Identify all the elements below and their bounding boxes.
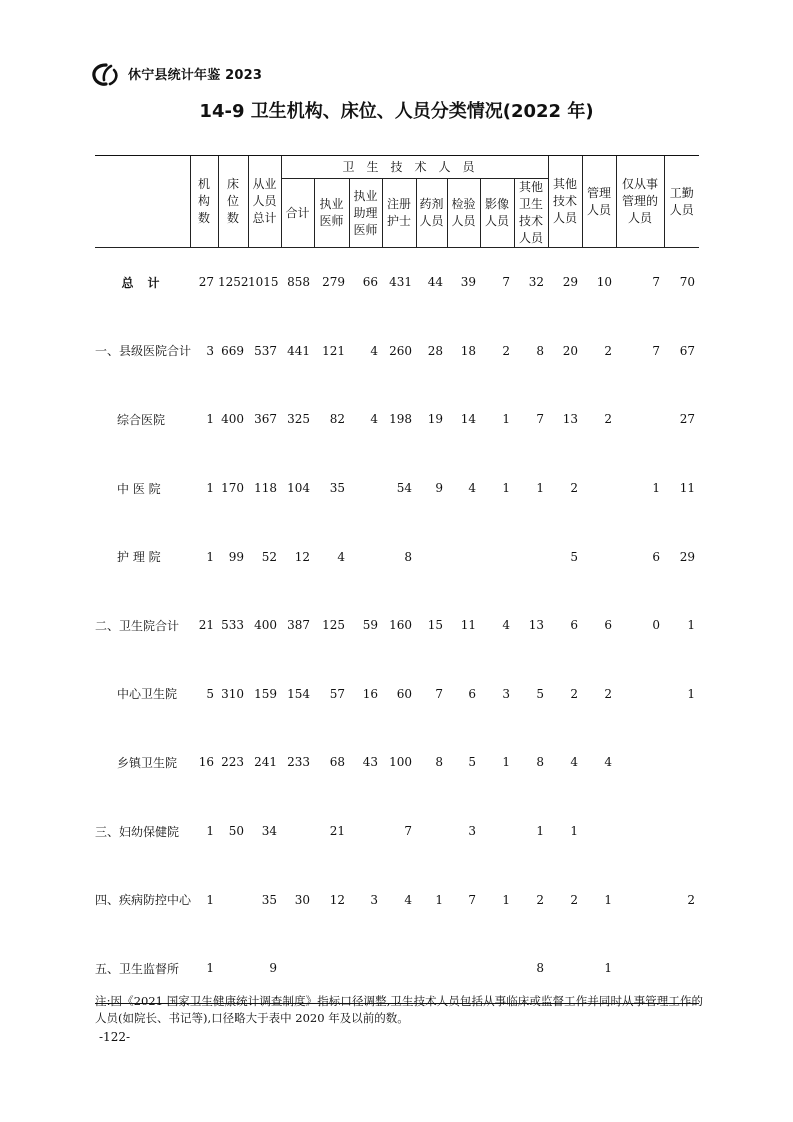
- cell-institutions: 1: [190, 934, 218, 1003]
- cell-other-health-tech: [514, 522, 548, 591]
- cell-physicians: 68: [329, 755, 345, 770]
- column-header-tech-total: [281, 179, 314, 248]
- cell-management-only: 7: [652, 275, 661, 290]
- cell-imaging-staff: 1: [502, 892, 510, 907]
- cell-imaging-staff: 4: [502, 618, 510, 633]
- cell-assistant-physicians: [349, 454, 382, 523]
- yearbook-title: 休宁县统计年鉴 2023: [128, 68, 263, 83]
- cell-beds: 669: [221, 343, 244, 358]
- cell-imaging-staff: 2: [502, 343, 510, 358]
- column-header-label-line: 其他: [519, 180, 544, 194]
- cell-other-health-tech: 2: [536, 892, 545, 907]
- column-header-label-line: 人员: [519, 231, 544, 245]
- column-header-label-line: 数: [226, 211, 239, 225]
- cell-imaging-staff: 1: [502, 412, 510, 427]
- cell-management: 10: [596, 275, 613, 290]
- cell-workers: 1: [687, 618, 696, 633]
- cell-assistant-physicians: 3: [370, 892, 378, 907]
- cell-lab-staff: 4: [468, 481, 476, 496]
- cell-other-health-tech: 8: [536, 343, 545, 358]
- cell-physicians: 125: [322, 618, 345, 633]
- cell-nurses: 198: [389, 412, 412, 427]
- cell-institutions: 5: [206, 686, 214, 701]
- column-header-label-line: 检验: [451, 197, 476, 211]
- cell-physicians: 279: [322, 275, 345, 290]
- cell-management: 4: [604, 755, 613, 770]
- cell-physicians: 4: [337, 549, 345, 564]
- column-header-label-line: 从业: [252, 177, 277, 191]
- column-header-management: [582, 156, 616, 248]
- column-header-label-line: 位: [226, 194, 239, 208]
- cell-other-health-tech: 7: [536, 412, 545, 427]
- cell-tech-total: 30: [294, 892, 310, 907]
- cell-lab-staff: 14: [460, 412, 476, 427]
- cell-pharmacists: 7: [435, 686, 443, 701]
- cell-management: [582, 797, 616, 866]
- cell-other-health-tech: 1: [536, 481, 545, 496]
- cell-tech-total: 154: [287, 686, 310, 701]
- cell-employees-total: 367: [254, 412, 277, 427]
- cell-management-only: 0: [652, 618, 661, 633]
- row-label: 总计: [121, 275, 174, 290]
- cell-beds: 50: [228, 824, 244, 839]
- cell-lab-staff: [447, 522, 480, 591]
- column-header-label-line: 人员: [669, 202, 694, 217]
- table-row: [95, 522, 699, 591]
- cell-pharmacists: [416, 522, 447, 591]
- cell-beds: [218, 865, 248, 934]
- column-header-assistant-physicians: [349, 179, 382, 248]
- cell-imaging-staff: 3: [502, 686, 510, 701]
- cell-management: 2: [604, 343, 613, 358]
- column-header-label-line: 人员: [628, 211, 653, 225]
- column-header-label-line: 医师: [319, 214, 344, 228]
- cell-assistant-physicians: 66: [362, 275, 378, 290]
- cell-pharmacists: 28: [427, 343, 443, 358]
- cell-other-tech: 4: [570, 755, 579, 770]
- cell-institutions: 16: [198, 755, 214, 770]
- row-label: 一、县级医院合计: [95, 344, 192, 359]
- column-header-label-line: 工勤: [669, 185, 694, 200]
- column-header-label-line: 人员: [252, 194, 277, 208]
- cell-beds: 99: [228, 549, 244, 564]
- column-header-label-line: 护士: [386, 214, 411, 228]
- table-title: 14-9 卫生机构、床位、人员分类情况(2022 年): [199, 101, 594, 122]
- column-header-management-only: [616, 156, 664, 248]
- cell-physicians: 82: [329, 412, 345, 427]
- cell-other-tech: 13: [562, 412, 579, 427]
- cell-employees-total: 35: [261, 892, 277, 907]
- cell-employees-total: 159: [254, 686, 277, 701]
- cell-institutions: 21: [198, 618, 214, 633]
- cell-beds: 223: [221, 755, 244, 770]
- cell-employees-total: 52: [261, 549, 277, 564]
- cell-pharmacists: 1: [435, 892, 443, 907]
- column-header-label-line: 合计: [285, 205, 310, 220]
- cell-management-only: 1: [652, 481, 661, 496]
- cell-other-health-tech: 8: [514, 934, 548, 1003]
- column-header-beds: [218, 156, 248, 248]
- cell-imaging-staff: 7: [502, 275, 510, 290]
- column-header-label-line: 总计: [252, 211, 277, 225]
- cell-workers: [664, 728, 699, 797]
- cell-management: [582, 454, 616, 523]
- cell-lab-staff: 5: [468, 755, 476, 770]
- column-header-pharmacists: [416, 179, 447, 248]
- header-corner: [95, 156, 190, 248]
- column-header-label-line: 执业: [319, 197, 344, 211]
- cell-institutions: 1: [206, 824, 214, 839]
- table-row: [95, 728, 699, 797]
- cell-nurses: 8: [404, 549, 412, 564]
- cell-employees-total: 9: [248, 934, 281, 1003]
- cell-employees-total: 118: [254, 481, 277, 496]
- cell-other-tech: 2: [570, 686, 579, 701]
- column-header-label-line: 人员: [451, 214, 476, 228]
- cell-management: 1: [582, 934, 616, 1003]
- table-row: [95, 865, 699, 934]
- cell-imaging-staff: 1: [502, 481, 510, 496]
- cell-management: 2: [604, 412, 613, 427]
- table-row: [95, 797, 699, 866]
- cell-nurses: 431: [389, 275, 412, 290]
- cell-assistant-physicians: [349, 522, 382, 591]
- cell-management-only: 7: [652, 343, 661, 358]
- column-header-label-line: 其他: [553, 177, 578, 191]
- cell-tech-total: 325: [287, 412, 310, 427]
- cell-beds: 533: [221, 618, 244, 633]
- cell-assistant-physicians: 4: [370, 412, 378, 427]
- row-label: 中 医 院: [117, 481, 161, 496]
- row-label: 护 理 院: [117, 550, 161, 565]
- table-row: [95, 454, 699, 523]
- cell-institutions: 1: [206, 412, 214, 427]
- cell-physicians: 21: [329, 824, 345, 839]
- cell-pharmacists: 15: [427, 618, 443, 633]
- cell-assistant-physicians: 16: [362, 686, 378, 701]
- column-header-label-line: 卫生: [519, 197, 544, 211]
- cell-assistant-physicians: 59: [362, 618, 378, 633]
- cell-management: 1: [604, 892, 613, 907]
- row-label: 二、卫生院合计: [95, 618, 180, 633]
- row-label: 中心卫生院: [117, 687, 178, 702]
- cell-management-only: [616, 797, 664, 866]
- cell-employees-total: 241: [254, 755, 277, 770]
- cell-other-health-tech: 8: [536, 755, 545, 770]
- cell-other-health-tech: 1: [536, 824, 545, 839]
- cell-other-tech: 2: [570, 481, 579, 496]
- cell-pharmacists: [416, 797, 447, 866]
- column-header-label-line: 技术: [553, 194, 578, 208]
- table-footnote: 注:因《2021 国家卫生健康统计调查制度》指标口径调整,卫生技术人员包括从事临床或监督工作并同时从事管理工作的人员(如院长、书记等),口径略大于表中 2020 年及以前的数。: [95, 994, 703, 1025]
- column-header-label-line: 人员: [484, 214, 509, 228]
- header-row-top: [95, 156, 699, 179]
- column-header-label-line: 床: [226, 177, 239, 191]
- cell-employees-total: 400: [254, 618, 277, 633]
- cell-management: 6: [604, 618, 613, 633]
- column-header-imaging-staff: [480, 179, 514, 248]
- cell-physicians: 57: [329, 686, 345, 701]
- cell-workers: 27: [679, 412, 696, 427]
- cell-other-health-tech: 13: [528, 618, 545, 633]
- cell-beds: 170: [221, 481, 244, 496]
- column-header-nurses: [382, 179, 416, 248]
- table-row: [95, 591, 699, 660]
- column-header-label-line: 注册: [386, 197, 411, 211]
- row-label: 四、疾病防控中心: [95, 893, 192, 908]
- cell-other-tech: 5: [570, 549, 579, 564]
- cell-lab-staff: 11: [460, 618, 476, 633]
- page-number: -122-: [99, 1030, 131, 1044]
- row-label: 五、卫生监督所: [95, 934, 190, 1003]
- cell-employees-total: 1015: [248, 275, 279, 290]
- cell-lab-staff: 18: [460, 343, 476, 358]
- cell-physicians: 121: [322, 343, 345, 358]
- cell-management-only: [616, 728, 664, 797]
- cell-workers: 67: [679, 343, 696, 358]
- cell-pharmacists: 9: [435, 481, 443, 496]
- column-header-label-line: 助理: [353, 205, 378, 220]
- column-header-label-line: 执业: [353, 188, 378, 203]
- column-header-other-health-tech: [514, 179, 548, 248]
- cell-workers: 70: [679, 275, 696, 290]
- column-header-label-line: 管理: [587, 185, 612, 200]
- cell-management-only: [616, 385, 664, 454]
- cell-nurses: 100: [389, 755, 412, 770]
- cell-management: 2: [604, 686, 613, 701]
- cell-workers: 2: [687, 892, 696, 907]
- cell-institutions: 1: [206, 481, 214, 496]
- cell-beds: 400: [221, 412, 244, 427]
- cell-workers: 1: [687, 686, 696, 701]
- yearbook-logo-icon: [92, 62, 122, 88]
- cell-tech-total: 858: [287, 275, 310, 290]
- cell-tech-total: 104: [287, 481, 310, 496]
- cell-institutions: 1: [206, 549, 214, 564]
- column-header-workers: [664, 156, 699, 248]
- cell-management-only: [616, 660, 664, 729]
- cell-tech-total: 233: [287, 755, 310, 770]
- column-header-label-line: 影像: [484, 197, 509, 211]
- table-row: [95, 660, 699, 729]
- column-header-label-line: 数: [197, 211, 210, 225]
- cell-imaging-staff: [480, 797, 514, 866]
- cell-workers: 29: [679, 549, 696, 564]
- cell-tech-total: 12: [294, 549, 310, 564]
- cell-assistant-physicians: [349, 797, 382, 866]
- cell-imaging-staff: 1: [502, 755, 510, 770]
- cell-imaging-staff: [480, 522, 514, 591]
- cell-nurses: 54: [396, 481, 412, 496]
- cell-institutions: 27: [198, 275, 214, 290]
- cell-employees-total: 34: [261, 824, 277, 839]
- column-header-label-line: 机: [197, 177, 210, 191]
- cell-beds: 1252: [218, 275, 249, 290]
- cell-institutions: 3: [206, 343, 214, 358]
- cell-tech-total: 441: [287, 343, 310, 358]
- cell-tech-total: 387: [287, 618, 310, 633]
- cell-other-tech: 2: [570, 892, 579, 907]
- cell-management: [582, 522, 616, 591]
- row-label: 综合医院: [117, 412, 166, 427]
- column-header-label-line: 人员: [553, 211, 578, 225]
- group-header-tech-staff: 卫生技术人员: [281, 156, 548, 179]
- cell-other-tech: 20: [562, 343, 579, 358]
- cell-pharmacists: 8: [435, 755, 443, 770]
- cell-nurses: 260: [389, 343, 412, 358]
- column-header-label-line: 仅从事: [622, 177, 659, 191]
- cell-management-only: [616, 865, 664, 934]
- column-header-label-line: 技术: [519, 214, 544, 228]
- column-header-physicians: [314, 179, 349, 248]
- cell-lab-staff: 6: [468, 686, 476, 701]
- cell-other-tech: 1: [570, 824, 579, 839]
- cell-nurses: 4: [404, 892, 412, 907]
- row-label: 三、妇幼保健院: [95, 824, 180, 839]
- column-header-other-tech: [548, 156, 582, 248]
- cell-workers: 11: [679, 481, 696, 496]
- cell-lab-staff: 3: [468, 824, 476, 839]
- cell-other-tech: 6: [570, 618, 579, 633]
- cell-other-health-tech: 5: [536, 686, 545, 701]
- cell-lab-staff: 39: [460, 275, 476, 290]
- cell-other-tech: 29: [562, 275, 579, 290]
- column-header-label-line: 人员: [419, 214, 444, 228]
- column-header-label-line: 药剂: [419, 197, 444, 211]
- table-row: [95, 317, 699, 386]
- column-header-label-line: 人员: [587, 202, 612, 217]
- column-header-label-line: 管理的: [622, 194, 659, 208]
- cell-pharmacists: 19: [427, 412, 443, 427]
- column-header-label-line: 医师: [353, 222, 378, 237]
- table-row: [95, 248, 699, 317]
- cell-beds: 310: [221, 686, 244, 701]
- health-institutions-table: [95, 155, 699, 1004]
- cell-physicians: 12: [329, 892, 345, 907]
- cell-other-health-tech: 32: [528, 275, 545, 290]
- cell-employees-total: 537: [254, 343, 277, 358]
- row-label: 乡镇卫生院: [117, 755, 178, 770]
- cell-nurses: 160: [389, 618, 412, 633]
- cell-assistant-physicians: 43: [362, 755, 378, 770]
- column-header-institutions: [190, 156, 218, 248]
- column-header-employees-total: [248, 156, 281, 248]
- table-row: [95, 385, 699, 454]
- cell-tech-total: [281, 797, 314, 866]
- cell-assistant-physicians: 4: [370, 343, 378, 358]
- cell-nurses: 7: [404, 824, 412, 839]
- cell-institutions: 1: [206, 892, 214, 907]
- cell-management-only: 6: [652, 549, 661, 564]
- cell-lab-staff: 7: [468, 892, 476, 907]
- column-header-label-line: 构: [197, 194, 210, 208]
- column-header-lab-staff: [447, 179, 480, 248]
- cell-pharmacists: 44: [427, 275, 443, 290]
- cell-nurses: 60: [396, 686, 412, 701]
- cell-workers: [664, 797, 699, 866]
- cell-physicians: 35: [329, 481, 345, 496]
